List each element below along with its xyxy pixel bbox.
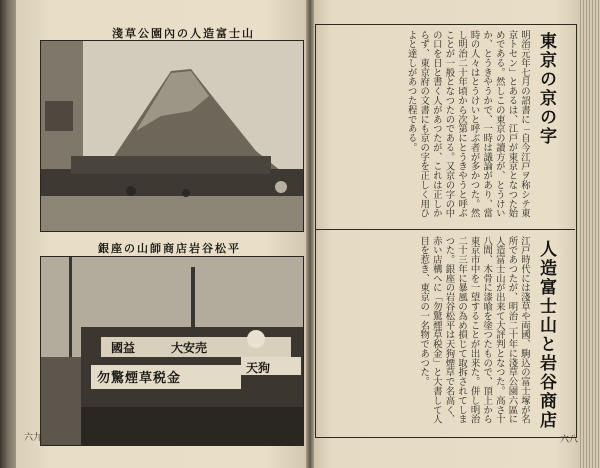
shop-sign-sale: 大安売: [171, 341, 208, 355]
section-body-fuji: 江戸時代には淺草や両國、駒込の富士塚が名所であつたが、明治二十年に淺草公園六區に人造富士山が出来て大評判となつた。高さ十八間、木骨に漆喰を塗つたもので、頂上から東京市中を一望することが出来た。併し明治二十三年に暴風の為め損じて取拆されてしまつた。銀座の岩谷松平は天狗煙草で名高く、赤い店構へに「勿驚煙草税金」と大書して人目を惹き、東京の一名物であつた。: [418, 236, 530, 424]
section-divider: [315, 229, 575, 230]
shop-sign-tengu: 天狗: [246, 361, 271, 375]
section-body-tokyo: 明治元年七月の詔書に「自今江戸ヲ称シテ東京トセン」とあるは、江戸が東京となつた始めである。然しこの東京の讀方が、とうけいか、とうきやうかで、一時は議論があり、當時の人々はとうけいと呼ぶ者が多かつた。然し明治二十年頃から次第にとうきやうと呼ぶことが一般となつたのである。又京の字の中の口を日と書く人があつたが、これは正しからず、東京府の文書にも京の字を正しく用ひよと達しがあつた程である。: [405, 30, 530, 218]
shop-sign-tax: 勿驚煙草税金: [97, 371, 182, 386]
photo-iwaya-shop: [40, 256, 304, 446]
book-edge-right: [578, 0, 600, 468]
shop-sign-kokueki: 國益: [111, 341, 136, 355]
page-number-left: 六九: [24, 433, 43, 443]
page-number-right: 六八: [560, 435, 579, 445]
artificial-fuji-illustration: [41, 41, 303, 231]
section-heading-tokyo: 東京の京の字: [536, 32, 556, 146]
book-gutter: [306, 0, 314, 468]
photo-caption-fuji: 淺草公園內の人造富士山: [112, 27, 255, 40]
photo-caption-iwaya: 銀座の山師商店岩谷松平: [98, 242, 241, 255]
section-heading-fuji: 人造富士山と岩谷商店: [536, 240, 556, 430]
photo-artificial-fuji: [40, 40, 304, 232]
